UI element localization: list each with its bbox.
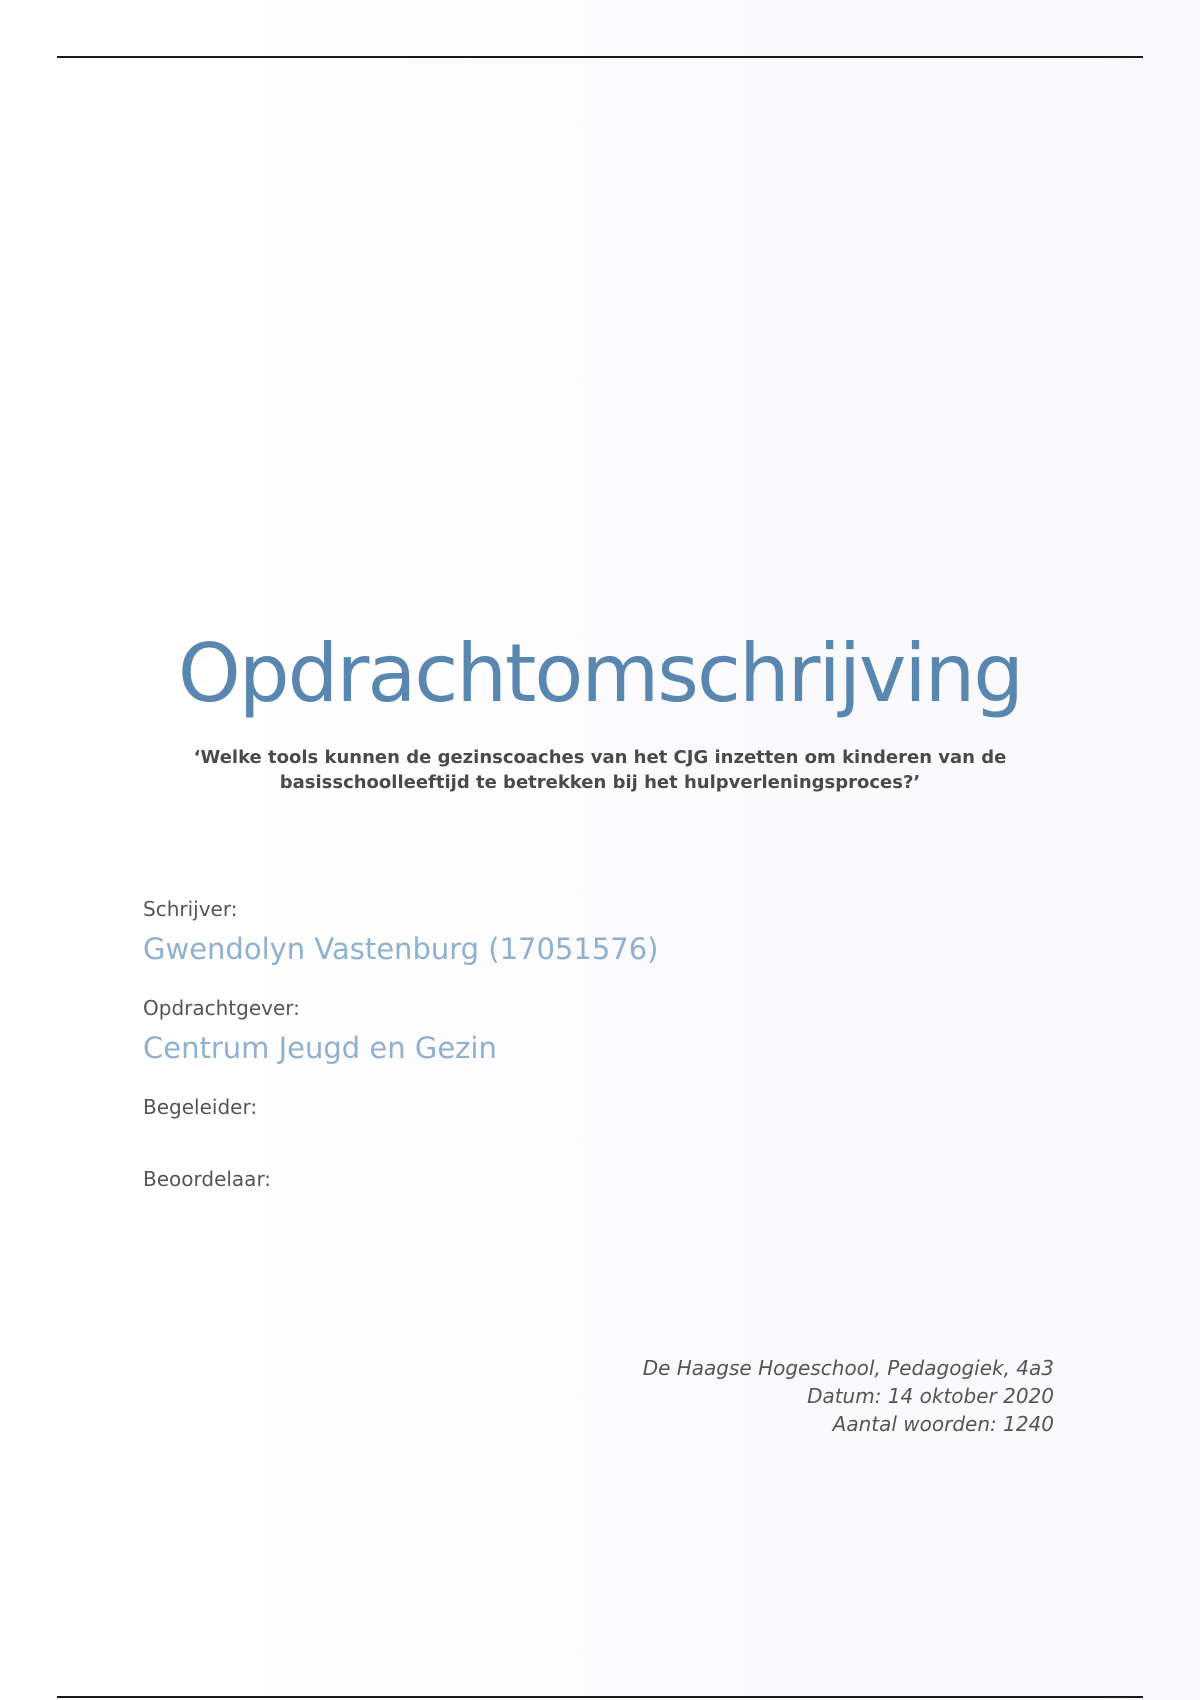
client-label: Opdrachtgever: bbox=[143, 996, 300, 1020]
supervisor-label: Begeleider: bbox=[143, 1095, 258, 1119]
footer-institution: De Haagse Hogeschool, Pedagogiek, 4a3 bbox=[642, 1356, 1054, 1380]
page-background bbox=[240, 0, 1200, 1700]
top-rule bbox=[57, 56, 1143, 58]
writer-label: Schrijver: bbox=[143, 897, 238, 921]
bottom-rule bbox=[57, 1696, 1143, 1698]
footer-info bbox=[454, 1354, 1054, 1438]
document-title: Opdrachtomschrijving bbox=[177, 627, 1023, 720]
writer-value: Gwendolyn Vastenburg (17051576) bbox=[143, 932, 659, 966]
footer-word-count: Aantal woorden: 1240 bbox=[832, 1412, 1054, 1436]
research-question-line-2: basisschoolleeftijd te betrekken bij het hulpverleningsproces?’ bbox=[279, 772, 921, 793]
assessor-label: Beoordelaar: bbox=[143, 1167, 272, 1191]
client-value: Centrum Jeugd en Gezin bbox=[143, 1031, 497, 1065]
research-question bbox=[150, 745, 1050, 795]
research-question-line-1: ‘Welke tools kunnen de gezinscoaches van het CJG inzetten om kinderen van de bbox=[193, 747, 1007, 768]
footer-date: Datum: 14 oktober 2020 bbox=[807, 1384, 1054, 1408]
